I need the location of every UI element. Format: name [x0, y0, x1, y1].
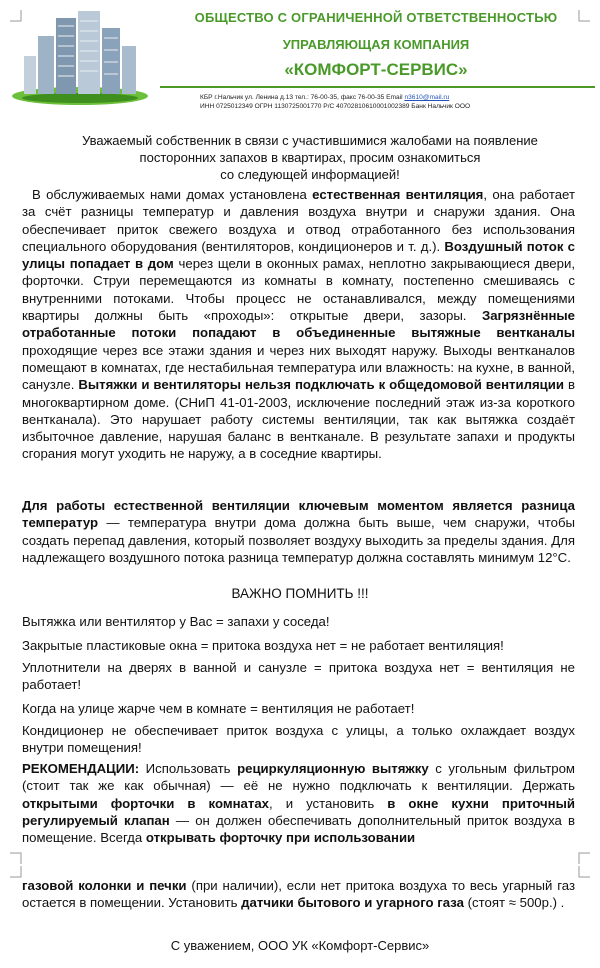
recommendations-continued: [22, 877, 575, 912]
bold-run: Загрязнённые отработанные потоки попадают в объединенные вытяжные вентканалы: [22, 308, 575, 341]
org-line-1: ОБЩЕСТВО С ОГРАНИЧЕННОЙ ОТВЕТСТВЕННОСТЬЮ: [194, 10, 558, 25]
text-run: В обслуживаемых нами домах установлена: [32, 187, 313, 202]
paragraph-temperature: [22, 497, 575, 566]
corner-mark-icon: [10, 866, 22, 878]
org-line-3: «КОМФОРТ-СЕРВИС»: [284, 60, 468, 79]
text-run: — температура внутри дома должна быть выше, чем снаружи, чтобы создать перепад давления, который позволяет воздуху выходить за пределы здания. Для надлежащего воздушного потока разница температур должна составлять минимум 12°С.: [22, 515, 575, 565]
contact-line-1: КБР г.Нальчик ул. Ленина д.13 тел.: 76-00-35, факс 76-00-35 Email: [200, 94, 403, 101]
text-run: через щели в оконных рамах, неплотно закрывающиеся двери, форточки. Струи перемещаются из комнаты в комнату, постепенно смешиваясь с внутренними потоками. Чтобы процесс не останавливался, между помещениями квартиры должны быть «проходы»: открытые двери, зазоры.: [22, 256, 576, 324]
important-title: ВАЖНО ПОМНИТЬ !!!: [231, 586, 369, 601]
city-buildings-logo-icon: [8, 6, 158, 106]
greeting: [40, 132, 580, 183]
corner-mark-icon: [578, 852, 590, 864]
bold-run: газовой колонки и печки: [22, 878, 187, 893]
bold-run: Воздушный поток с улицы попадает в дом: [22, 238, 575, 272]
signature: С уважением, ООО УК «Комфорт-Сервис»: [170, 938, 430, 953]
greeting-line-3: со следующей информацией!: [220, 167, 400, 182]
rule-item: Когда на улице жарче чем в комнате = вентиляция не работает!: [22, 701, 415, 716]
bold-run: датчики бытового и угарного газа: [241, 895, 464, 911]
header-divider: [160, 86, 595, 88]
contact-info: [200, 93, 595, 111]
bold-run: естественная вентиляция: [312, 187, 484, 202]
bold-run: РЕКОМЕНДАЦИИ:: [22, 761, 140, 776]
text-run: (стоят ≈ 500р.) .: [463, 895, 565, 911]
text-run: — он должен обеспечивать дополнительный приток воздуха в помещение. Всегда: [22, 812, 575, 846]
bold-run: в окне кухни приточный регулируемый клапан: [22, 795, 575, 828]
text-run: Использовать: [139, 761, 238, 776]
bold-run: открывать форточку при использовании: [145, 830, 416, 846]
text-run: проходящие через все этажи здания и через них выходят наружу. Выходы вентканалов помещают в комнатах, где нестабильная температура или влажность: на кухне, в ванной, санузле.: [22, 342, 575, 393]
corner-mark-icon: [10, 852, 22, 864]
rule-item: Вытяжка или вентилятор у Вас = запахи у соседа!: [22, 614, 330, 629]
corner-mark-icon: [578, 866, 590, 878]
bold-run: Для работы естественной вентиляции ключевым моментом является разница температур: [22, 498, 575, 531]
contact-line-2: ИНН 0725012349 ОГРН 1130725001770 Р/С 40702810610001002389 Банк Нальчик ООО: [200, 103, 471, 110]
rule-item: Кондиционер не обеспечивает приток воздуха с улицы, а только охлаждает воздух внутри помещения!: [22, 723, 575, 756]
greeting-line-1: Уважаемый собственник в связи с участившимися жалобами на появление: [82, 133, 538, 148]
greeting-line-2: посторонних запахов в квартирах, просим ознакомиться: [139, 150, 481, 165]
bold-run: Вытяжки и вентиляторы нельзя подключать к общедомовой вентиляции: [78, 377, 564, 393]
recommendations: [22, 760, 575, 848]
text-run: , она работает за счёт разницы температур и давления воздуха внутри и снаружи здания. Она обеспечивает приток свежего воздуха и отвод отработанного без использования специального оборудования (вентиляторов, кондиционеров и т. д.).: [22, 187, 575, 254]
rule-item: Закрытые пластиковые окна = притока воздуха нет = не работает вентиляция!: [22, 638, 504, 653]
organization-name: [160, 10, 592, 80]
corner-mark-icon: [10, 10, 22, 22]
text-run: (при наличии), если нет притока воздуха то весь угарный газ остается в помещении. Установить: [22, 878, 576, 911]
rule-item: Уплотнители на дверях в ванной и санузле = притока воздуха нет = вентиляция не работает!: [22, 660, 575, 693]
text-run: , и установить: [269, 795, 388, 811]
bold-run: рециркуляционную вытяжку: [237, 761, 429, 776]
email-link[interactable]: n3610@mail.ru: [404, 94, 450, 101]
text-run: с угольным фильтром (стоит так же как обычная) — её не нужно подключать к вентиляции. Держать: [22, 761, 575, 794]
text-run: в многоквартирном доме. (СНиП 41-01-2003, исключение последний этаж из-за короткого вентканала). Это нарушает работу системы вентиляции, так как вытяжка создаёт избыточное давление, нарушая баланс в вентканале. В результате запахи и продукты сгорания могут уходить не наружу, а в соседние квартиры.: [22, 377, 575, 462]
paragraph-ventilation: [22, 186, 575, 463]
org-line-2: УПРАВЛЯЮЩАЯ КОМПАНИЯ: [282, 37, 470, 52]
bold-run: открытыми форточки в комнатах: [22, 795, 270, 811]
